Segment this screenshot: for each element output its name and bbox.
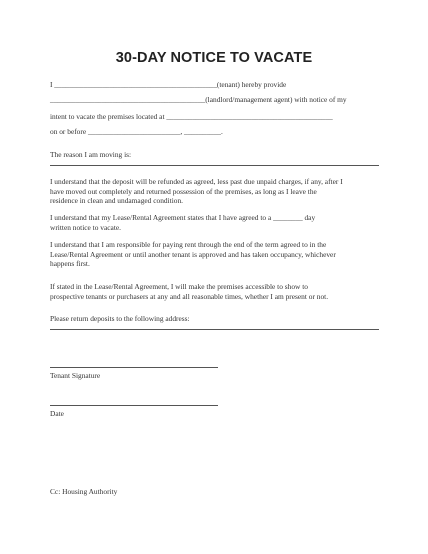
- date-label: Date: [50, 409, 64, 418]
- document-title: 30-DAY NOTICE TO VACATE: [115, 50, 313, 66]
- tenant-signature-label: Tenant Signature: [50, 371, 101, 380]
- deposit-address-rule: [50, 329, 379, 330]
- tenant-line: I ____________________________________________(tenant) hereby provide: [50, 80, 287, 89]
- cc-label: Cc: Housing Authority: [50, 487, 118, 496]
- notice-paragraph: I understand that my Lease/Rental Agreement states that I have agreed to a ________ day written notice to vacate.: [50, 213, 316, 232]
- vacate-date-line: on or before _________________________, __________.: [50, 127, 223, 136]
- date-rule: [50, 405, 218, 406]
- rent-paragraph: I understand that I am responsible for paying rent through the end of the term agreed to in the Lease/Rental Agreement or until another tenant is approved and has taken occupancy, whichever happens first.: [50, 240, 336, 269]
- access-paragraph: If stated in the Lease/Rental Agreement, I will make the premises accessible to show to prospective tenants or purchasers at any and all reasonable times, whether I am present or not.: [50, 282, 329, 301]
- reason-rule: [50, 165, 379, 166]
- deposit-paragraph: I understand that the deposit will be refunded as agreed, less past due unpaid charges, if any, after I have moved out completely and returned possession of the premises, as long as I leave the residence in clean and undamaged condition.: [50, 177, 343, 206]
- landlord-line: __________________________________________(landlord/management agent) with notice of my: [50, 95, 347, 104]
- deposit-address-label: Please return deposits to the following address:: [50, 314, 190, 323]
- reason-label: The reason I am moving is:: [50, 150, 132, 159]
- tenant-signature-rule: [50, 367, 218, 368]
- premises-line: intent to vacate the premises located at _____________________________________________: [50, 112, 333, 121]
